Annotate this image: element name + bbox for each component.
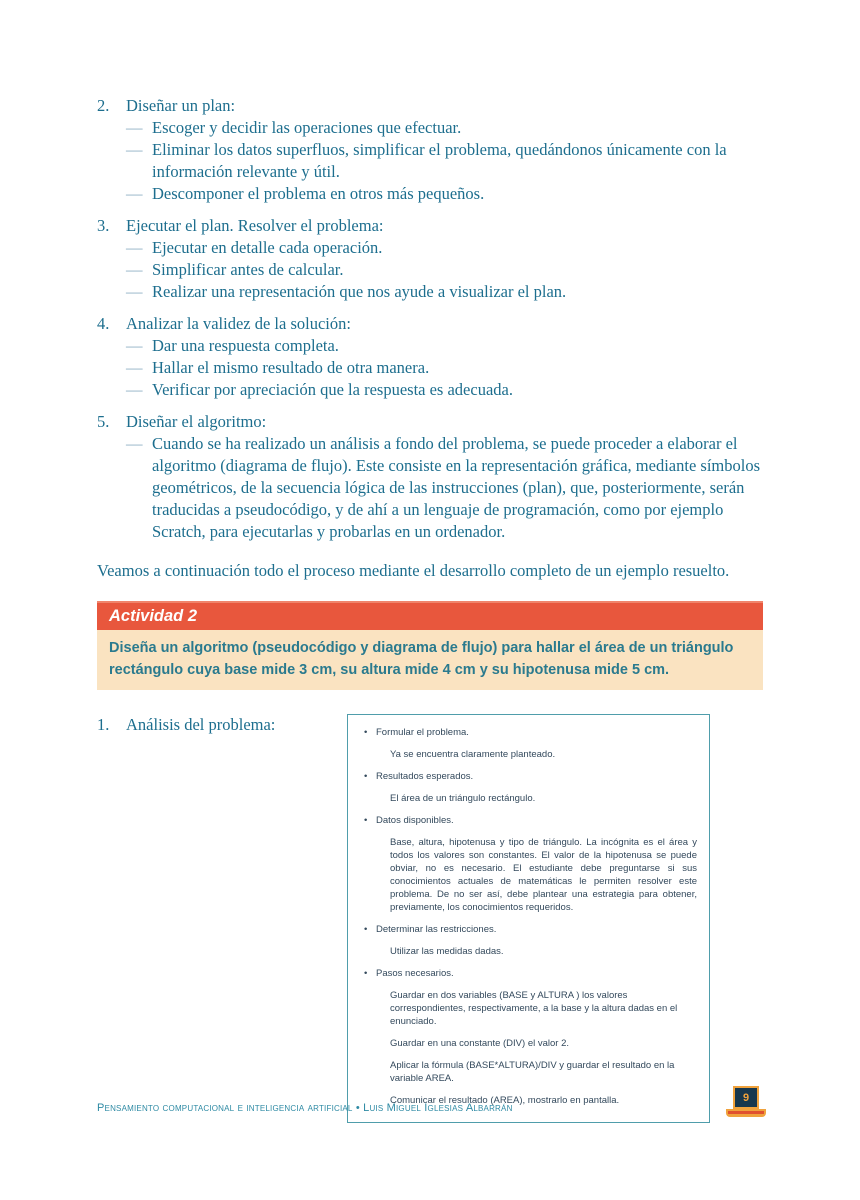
bullet-icon: • xyxy=(364,815,368,826)
analysis-bullet-paragraph: Guardar en dos variables (BASE y ALTURA ) los valores correspondientes, respectivamente, a la base y la altura dadas en el enunciado. xyxy=(390,990,678,1027)
analysis-title: Análisis del problema: xyxy=(126,715,276,734)
step-sub-item xyxy=(97,183,763,205)
step-title xyxy=(97,95,763,117)
dash-bullet: — xyxy=(126,336,143,355)
step-sub-text: Escoger y decidir las operaciones que efectuar. xyxy=(152,118,462,137)
laptop-base-line xyxy=(728,1111,764,1114)
analysis-bullet-head-text: Pasos necesarios. xyxy=(376,968,454,979)
laptop-page-icon xyxy=(726,1086,766,1117)
bullet-icon: • xyxy=(364,968,368,979)
step-sub-text: Cuando se ha realizado un análisis a fondo del problema, se puede proceder a elaborar el algoritmo (diagrama de flujo). Este consiste en la representación gráfica, mediante símbolos geométricos, de la secuencia lógica de las instrucciones (plan), que, posteriormente, serán traducidas a pseudocódigo, y de ahí a un lenguaje de programación, como por ejemplo Scratch, para ejecutarlas y probarlas en un ordenador. xyxy=(152,434,760,541)
analysis-bullet-paragraph: Comunicar el resultado (AREA), mostrarlo en pantalla. xyxy=(390,1095,620,1106)
analysis-bullet-paragraph: Guardar en una constante (DIV) el valor 2. xyxy=(390,1038,570,1049)
step-sub-text: Hallar el mismo resultado de otra manera. xyxy=(152,358,430,377)
step-sub-item xyxy=(97,379,763,401)
step-sub-item xyxy=(97,259,763,281)
analysis-bullet-head xyxy=(364,967,697,980)
laptop-screen-inner xyxy=(735,1088,757,1107)
step-sub-item xyxy=(97,357,763,379)
analysis-number: 1. xyxy=(97,715,110,734)
step-title-text: Diseñar el algoritmo: xyxy=(126,412,267,431)
activity-body: Diseña un algoritmo (pseudocódigo y diagrama de flujo) para hallar el área de un triángulo rectángulo cuya base mide 3 cm, su altura mide 4 cm y su hipotenusa mide 5 cm. xyxy=(97,630,763,690)
step-title-text: Diseñar un plan: xyxy=(126,96,236,115)
activity-header-banner xyxy=(97,601,763,630)
analysis-bullet-paragraph: Aplicar la fórmula (BASE*ALTURA)/DIV y guardar el resultado en la variable AREA. xyxy=(390,1060,675,1084)
analysis-label xyxy=(97,714,347,736)
step-item xyxy=(97,95,763,205)
dash-bullet: — xyxy=(126,260,143,279)
dash-bullet: — xyxy=(126,118,143,137)
step-sub-item xyxy=(97,335,763,357)
step-number: 5. xyxy=(97,412,110,431)
analysis-bullet-paragraph: Utilizar las medidas dadas. xyxy=(390,946,504,957)
step-sub-item xyxy=(97,117,763,139)
analysis-bullet-head xyxy=(364,923,697,936)
step-title xyxy=(97,215,763,237)
step-sub-text: Verificar por apreciación que la respuesta es adecuada. xyxy=(152,380,513,399)
dash-bullet: — xyxy=(126,238,143,257)
step-sub-item xyxy=(97,139,763,183)
step-number: 3. xyxy=(97,216,110,235)
laptop-screen xyxy=(733,1086,759,1109)
analysis-bullet-paragraph: Ya se encuentra claramente planteado. xyxy=(390,749,556,760)
step-sub-text: Eliminar los datos superfluos, simplificar el problema, quedándonos únicamente con la información relevante y útil. xyxy=(152,140,727,181)
bullet-icon: • xyxy=(364,771,368,782)
dash-bullet: — xyxy=(126,358,143,377)
step-sub-text: Dar una respuesta completa. xyxy=(152,336,339,355)
step-title xyxy=(97,313,763,335)
step-item xyxy=(97,313,763,401)
step-item xyxy=(97,411,763,543)
dash-bullet: — xyxy=(126,380,143,399)
analysis-bullet-head xyxy=(364,770,697,783)
analysis-bullet-head-text: Resultados esperados. xyxy=(376,771,474,782)
analysis-bullet-paragraph: El área de un triángulo rectángulo. xyxy=(390,793,536,804)
step-sub-item xyxy=(97,237,763,259)
step-sub-item xyxy=(97,433,763,543)
analysis-section xyxy=(97,714,763,1123)
analysis-box xyxy=(347,714,710,1123)
step-number: 2. xyxy=(97,96,110,115)
page-footer xyxy=(97,1086,766,1117)
dash-bullet: — xyxy=(126,434,143,453)
step-title-text: Ejecutar el plan. Resolver el problema: xyxy=(126,216,384,235)
step-sub-text: Realizar una representación que nos ayude a visualizar el plan. xyxy=(152,282,567,301)
dash-bullet: — xyxy=(126,140,143,159)
analysis-bullet-paragraph: Base, altura, hipotenusa y tipo de triángulo. La incógnita es el área y todos los valores son constantes. El valor de la hipotenusa se puede obviar, no es necesario. El estudiante debe preguntarse si sus conocimientos actuales de matemáticas le permiten resolver este problema. De no ser así, debe plantear una estrategia para obtener, previamente, los conocimientos requeridos. xyxy=(390,837,697,913)
step-title-text: Analizar la validez de la solución: xyxy=(126,314,351,333)
step-sub-text: Descomponer el problema en otros más pequeños. xyxy=(152,184,485,203)
activity-title: Actividad 2 xyxy=(109,607,198,625)
activity-block xyxy=(97,601,763,690)
step-item xyxy=(97,215,763,303)
footer-credit: Pensamiento computacional e inteligencia artificial • Luis Miguel Iglesias Albarrán xyxy=(97,1102,513,1114)
analysis-bullet-head-text: Determinar las restricciones. xyxy=(376,924,497,935)
analysis-bullet-head-text: Datos disponibles. xyxy=(376,815,454,826)
step-sub-item xyxy=(97,281,763,303)
dash-bullet: — xyxy=(126,282,143,301)
step-sub-text: Simplificar antes de calcular. xyxy=(152,260,344,279)
laptop-base xyxy=(726,1109,766,1117)
page-content xyxy=(97,95,763,1123)
lead-paragraph: Veamos a continuación todo el proceso mediante el desarrollo completo de un ejemplo resuelto. xyxy=(97,561,730,580)
analysis-bullet-head xyxy=(364,814,697,827)
bullet-icon: • xyxy=(364,727,368,738)
dash-bullet: — xyxy=(126,184,143,203)
numbered-steps-list xyxy=(97,95,763,543)
step-title xyxy=(97,411,763,433)
analysis-bullet-head-text: Formular el problema. xyxy=(376,727,469,738)
page-number: 9 xyxy=(742,1091,750,1104)
step-sub-text: Ejecutar en detalle cada operación. xyxy=(152,238,383,257)
analysis-bullet-head xyxy=(364,726,697,739)
step-number: 4. xyxy=(97,314,110,333)
bullet-icon: • xyxy=(364,924,368,935)
